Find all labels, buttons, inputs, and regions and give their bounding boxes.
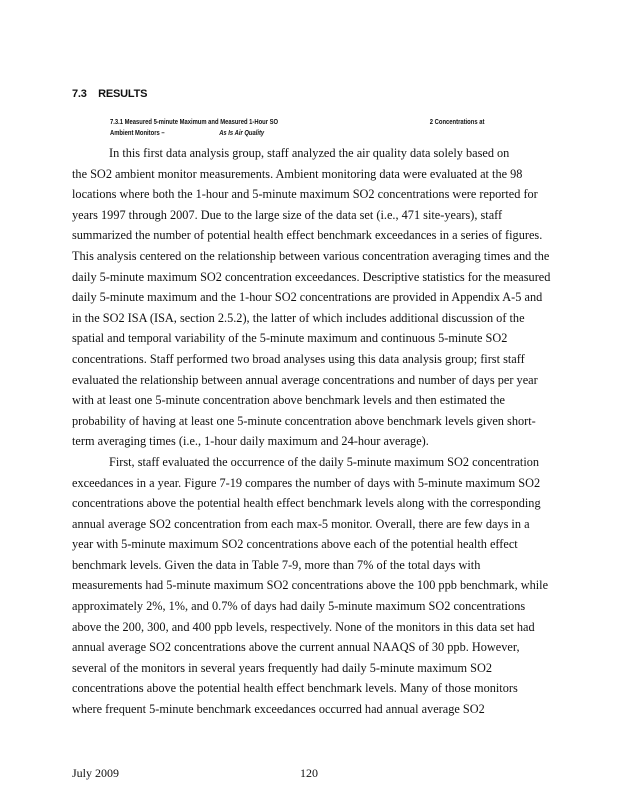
text-line: First, staff evaluated the occurrence of the daily 5-minute maximum SO2 concentration <box>109 454 540 469</box>
subsection-line-2: Ambient Monitors – <box>110 128 165 137</box>
section-heading <box>72 88 147 100</box>
text-line: In this first data analysis group, staff analyzed the air quality data solely based on <box>109 146 510 160</box>
text-line: probability of having at least one 5-minute concentration above benchmark levels given short- <box>72 413 536 428</box>
text-line: in the SO2 ISA (ISA, section 2.5.2), the latter of which includes additional discussion of the <box>72 310 525 325</box>
text-line: concentrations above the potential health effect benchmark levels along with the corresponding <box>72 496 541 511</box>
text-line: term averaging times (i.e., 1-hour daily maximum and 24-hour average). <box>72 434 429 449</box>
text-line: evaluated the relationship between annual average concentrations and number of days per year <box>72 372 538 387</box>
text-line: above the 200, 300, and 400 ppb levels, respectively. None of the monitors in this data set had <box>72 619 535 634</box>
section-title: RESULTS <box>98 88 148 100</box>
text-line: exceedances in a year. Figure 7-19 compares the number of days with 5-minute maximum SO2 <box>72 475 541 490</box>
page-number: 120 <box>300 766 318 780</box>
body-text <box>72 143 602 720</box>
footer-date: July 2009 <box>72 766 120 780</box>
text-line: daily 5-minute maximum SO2 concentration exceedances. Descriptive statistics for the measured <box>72 269 551 284</box>
text-line: the SO2 ambient monitor measurements. Ambient monitoring data were evaluated at the 98 <box>72 166 523 181</box>
subsection-line-1-right: 2 Concentrations at <box>429 117 485 126</box>
text-line: where frequent 5-minute benchmark exceedances occurred had annual average SO2 <box>72 702 485 717</box>
text-line: concentrations. Staff performed two broad analyses using this data analysis group; first staff <box>72 351 525 366</box>
text-line: daily 5-minute maximum and the 1-hour SO2 concentrations are provided in Appendix A-5 and <box>72 290 543 305</box>
text-line: several of the monitors in several years frequently had daily 5-minute maximum SO2 <box>72 660 493 675</box>
text-line: locations where both the 1-hour and 5-minute maximum SO2 concentrations were reported for <box>72 187 538 202</box>
subsection-line-1: 7.3.1 Measured 5-minute Maximum and Measured 1-Hour SO <box>110 117 279 126</box>
text-line: concentrations above the potential health effect benchmark levels. Many of those monitors <box>72 681 518 696</box>
text-line: approximately 2%, 1%, and 0.7% of days had daily 5-minute maximum SO2 concentrations <box>72 599 526 614</box>
text-line: measurements had 5-minute maximum SO2 concentrations above the 100 ppb benchmark, while <box>72 578 549 593</box>
text-line: with at least one 5-minute concentration above benchmark levels and then estimated the <box>72 393 505 408</box>
subsection-line-2-mid: As Is Air Quality <box>219 128 265 137</box>
text-line: This analysis centered on the relationship between various concentration averaging times and the <box>72 248 550 263</box>
text-line: spatial and temporal variability of the 5-minute maximum and continuous 5-minute SO2 <box>72 331 508 346</box>
subsection-heading <box>110 116 485 138</box>
text-line: annual average SO2 concentration from each max-5 monitor. Overall, there are few days in a <box>72 516 530 531</box>
text-line: year with 5-minute maximum SO2 concentrations above each of the potential health effect <box>72 537 518 552</box>
text-line: annual average SO2 concentrations above the current annual NAAQS of 30 ppb. However, <box>72 640 520 655</box>
text-line: years 1997 through 2007. Due to the large size of the data set (i.e., 471 site-years), staff <box>72 207 503 222</box>
section-number: 7.3 <box>72 88 87 100</box>
text-line: summarized the number of potential health effect benchmark exceedances in a series of figures. <box>72 228 543 243</box>
text-line: benchmark levels. Given the data in Table 7-9, more than 7% of the total days with <box>72 557 481 572</box>
